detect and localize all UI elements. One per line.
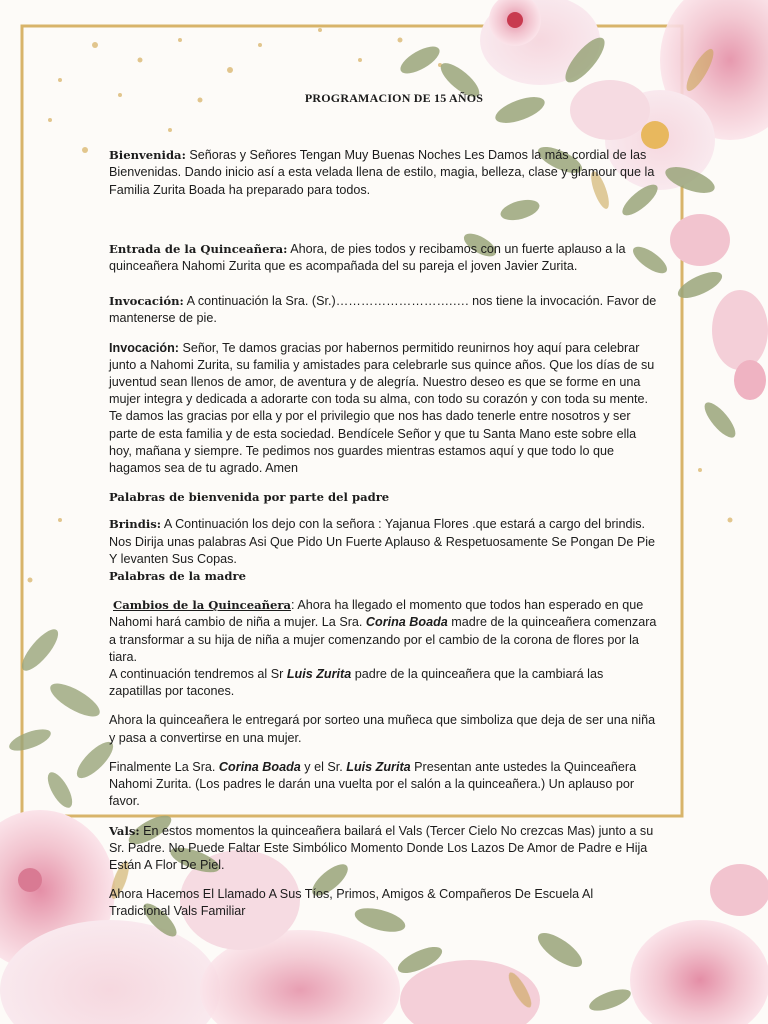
entrada-label: Entrada de la Quinceañera: bbox=[109, 241, 288, 256]
palabras-madre-heading: Palabras de la madre bbox=[109, 569, 246, 584]
entrada-text: Ahora, de pies todos y recibamos con un fuerte aplauso a la quinceañera Nahomi Zurita que es acompañada del su pareja el joven Javier Zurita. bbox=[109, 241, 626, 274]
cambios-text-a: : Ahora ha llegado el momento que todos han esperado en que Nahomi hará cambio de niña a mujer. La Sra. bbox=[109, 598, 644, 630]
brindis-text: A Continuación los dejo con la señora : Yajanua Flores .que estará a cargo del brindis. Nos Dirija unas palabras Asi Que Pido Un Fuerte Aplauso & Respetuosamente Se Pongan De Pie Y levanten Sus Copas. bbox=[109, 517, 656, 566]
finalmente-text-b: y el Sr. bbox=[300, 759, 347, 774]
vals-label: Vals: bbox=[109, 823, 140, 838]
invocacion-oracion-label: Invocación: bbox=[109, 340, 179, 355]
muneca-paragraph: Ahora la quinceañera le entregará por sorteo una muñeca que simboliza que deja de ser una niña y pasa a convertirse en una mujer. bbox=[109, 713, 656, 745]
brindis-label: Brindis: bbox=[109, 517, 162, 532]
bienvenida-paragraph bbox=[109, 147, 657, 199]
finalmente-text-c: Presentan ante ustedes la Quinceañera Nahomi Zurita. (Los padres le darán una vuelta por el salón a la quinceañera.) Un aplauso por favor. bbox=[109, 759, 637, 809]
cambios-text-c: A continuación tendremos al Sr bbox=[109, 667, 287, 682]
finalmente-name-b: Luis Zurita bbox=[346, 759, 411, 774]
llamado-paragraph: Ahora Hacemos El Llamado A Sus Tíos, Primos, Amigos & Compañeros De Escuela Al Tradicional Vals Familiar bbox=[109, 887, 594, 919]
cambios-name-b: Luis Zurita bbox=[286, 667, 352, 682]
page-title: PROGRAMACION DE 15 AÑOS bbox=[304, 91, 484, 105]
invocacion-oracion-text: Señor, Te damos gracias por habernos permitido reunirnos hoy aquí para celebrar junto a Nahomi Zurita, su familia y amistades para celebrarle sus quince años. Que los días de su juventud sean llenos de amor, de aventura y de alegría. Nuestro deseo es que se forme en una mujer integra y dedicada a adorarte con toda su alma, con todo su corazón y con toda su mente. Te damos las gracias por ella y por el privilegio que nos has dado tenerle entre nosotros y ser parte de esta familia y de esta sociedad. Bendícele Señor y que tu Santa Mano este sobre ella hoy, mañana y siempre. Te pedimos nos guardes mientras estamos aquí y que todo lo que hagamos sea de tu agrado. Amen bbox=[109, 340, 655, 476]
bienvenida-text: Señoras y Señores Tengan Muy Buenas Noches Les Damos la más cordial de las Bienvenidas. Dando inicio así a esta velada llena de estilo, magia, belleza, clase y glamour que la Familia Zurita Boada ha preparado para todos. bbox=[109, 148, 655, 197]
vals-text: En estos momentos la quinceañera bailará el Vals (Tercer Cielo No crezcas Mas) junto a su Sr. Padre. No Puede Faltar Este Simbólico Momento Donde Los Lazos De Amor de Padre e Hija Están A Flor De Piel. bbox=[109, 823, 654, 872]
brindis-paragraph bbox=[109, 516, 657, 568]
invocacion-intro-text: A continuación la Sra. (Sr.)……………………….…. nos tiene la invocación. Favor de mantenerse de pie. bbox=[109, 294, 657, 326]
bienvenida-label: Bienvenida: bbox=[109, 148, 186, 163]
finalmente-paragraph bbox=[109, 759, 657, 811]
cambios-text-b: madre de la quinceañera comenzara a transformar a su hija de niña a mujer comenzando por el cambio de la corona de flores por la tiara. bbox=[109, 615, 657, 664]
finalmente-name-a: Corina Boada bbox=[218, 759, 301, 774]
invocacion-intro-label: Invocación: bbox=[109, 294, 184, 309]
cambios-text-d: padre de la quinceañera que la cambiará las zapatillas por tacones. bbox=[109, 667, 604, 699]
cambios-name-a: Corina Boada bbox=[365, 615, 448, 630]
palabras-padre-heading: Palabras de bienvenida por parte del padre bbox=[109, 490, 390, 505]
invocacion-intro-paragraph bbox=[109, 293, 657, 327]
document-body bbox=[109, 90, 657, 921]
finalmente-text-a: Finalmente La Sra. bbox=[109, 759, 219, 774]
cambios-label: Cambios de la Quinceañera bbox=[113, 598, 292, 613]
invocacion-oracion-paragraph bbox=[109, 340, 657, 478]
cambios-paragraph bbox=[109, 597, 657, 700]
vals-paragraph bbox=[109, 823, 657, 875]
entrada-paragraph bbox=[109, 241, 657, 275]
